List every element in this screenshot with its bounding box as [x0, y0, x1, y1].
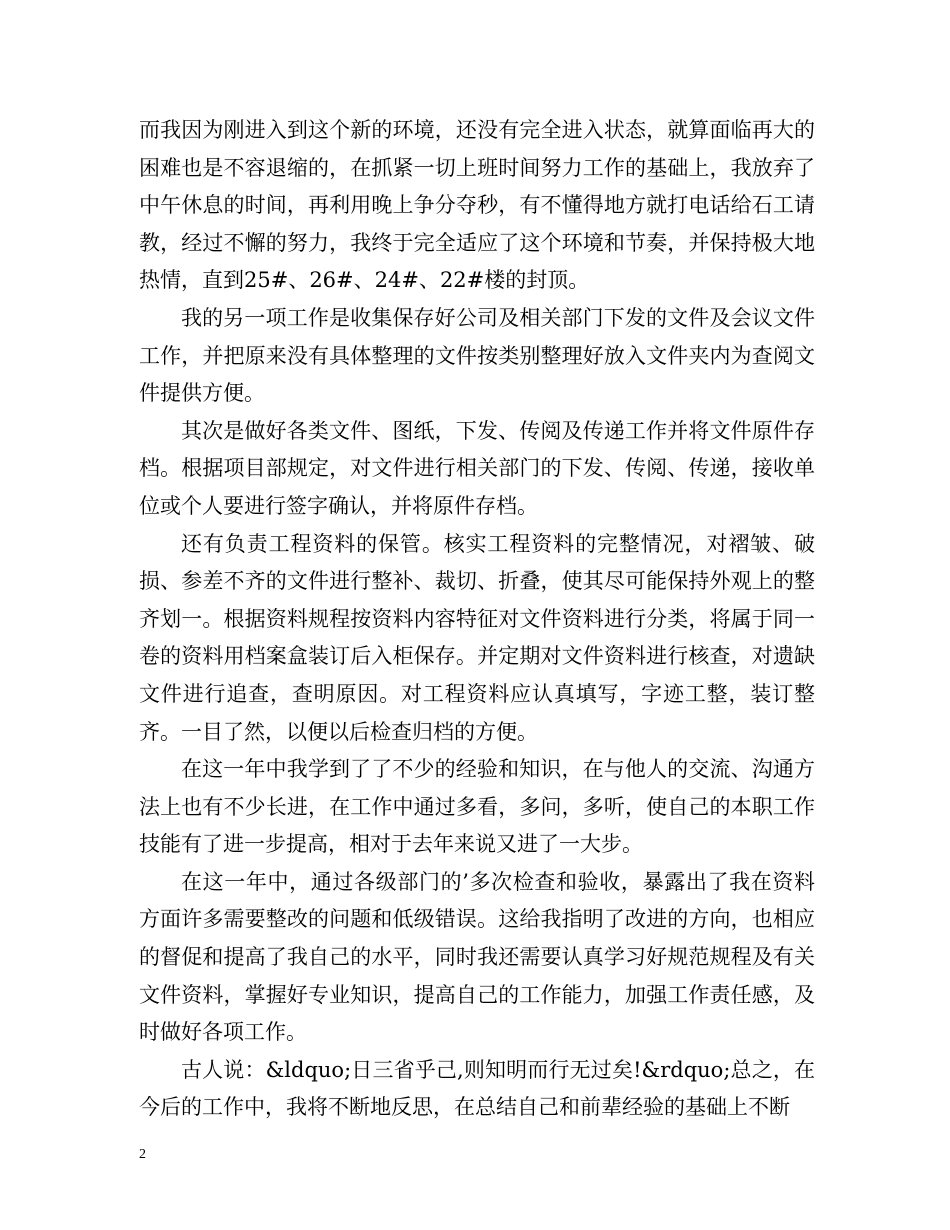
paragraph: 还有负责工程资料的保管。核实工程资料的完整情况，对褶皱、破损、参差不齐的文件进行整补、裁切、折叠，使其尽可能保持外观上的整齐划一。根据资料规程按资料内容特征对文件资料进行分类，将属于同一卷的资料用档案盒装订后入柜保存。并定期对文件资料进行核查，对遗缺文件进行追查，查明原因。对工程资料应认真填写，字迹工整，装订整齐。一目了然，以便以后检查归档的方便。: [139, 531, 815, 744]
page-number: 2: [139, 1147, 146, 1162]
paragraph: 其次是做好各类文件、图纸，下发、传阅及传递工作并将文件原件存档。根据项目部规定，对文件进行相关部门的下发、传阅、传递，接收单位或个人要进行签字确认，并将原件存档。: [139, 418, 815, 518]
paragraph: 我的另一项工作是收集保存好公司及相关部门下发的文件及会议文件工作，并把原来没有具体整理的文件按类别整理好放入文件夹内为查阅文件提供方便。: [139, 305, 815, 406]
paragraph: 在这一年中我学到了了不少的经验和知识，在与他人的交流、沟通方法上也有不少长进，在工作中通过多看，多问，多听，使自己的本职工作技能有了进一步提高，相对于去年来说又进了一大步。: [139, 757, 815, 857]
paragraph: 而我因为刚进入到这个新的环境，还没有完全进入状态，就算面临再大的困难也是不容退缩的，在抓紧一切上班时间努力工作的基础上，我放弃了中午休息的时间，再利用晚上争分夺秒，有不懂得地方就打电话给石工请教，经过不懈的努力，我终于完全适应了这个环境和节奏，并保持极大地热情，直到25#、26#、24#、22#楼的封顶。: [139, 118, 815, 293]
document-body: [139, 112, 815, 1127]
paragraph: 在这一年中，通过各级部门的’多次检查和验收，暴露出了我在资料方面许多需要整改的问题和低级错误。这给我指明了改进的方向，也相应的督促和提高了我自己的水平，同时我还需要认真学习好规范规程及有关文件资料，掌握好专业知识，提高自己的工作能力，加强工作责任感，及时做好各项工作。: [139, 869, 815, 1045]
paragraph: 古人说：&ldquo;日三省乎己,则知明而行无过矣!&rdquo;总之，在今后的工作中，我将不断地反思，在总结自己和前辈经验的基础上不断: [139, 1057, 815, 1120]
